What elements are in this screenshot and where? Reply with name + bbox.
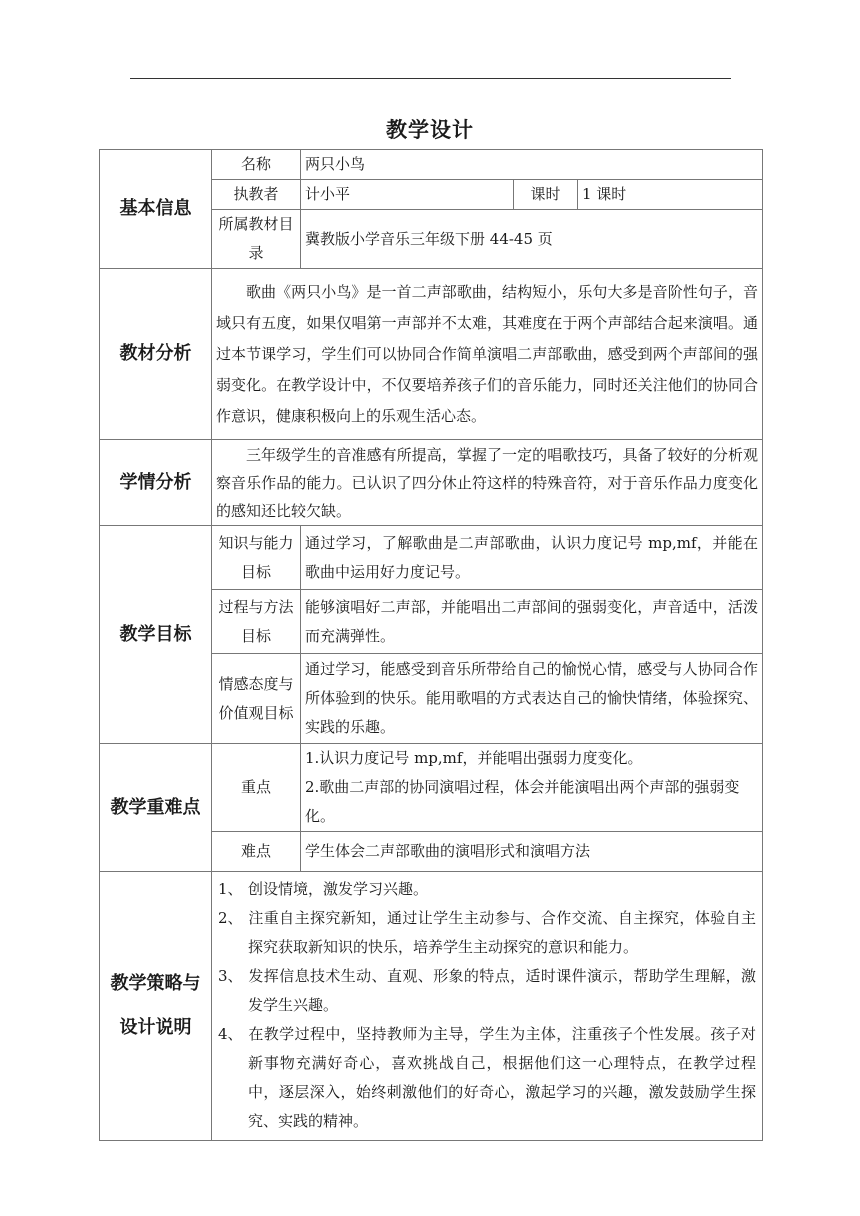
difficult-point-label: 难点 — [212, 832, 301, 872]
strategy-item — [218, 962, 756, 1020]
strategy-item — [218, 1020, 756, 1136]
strategy-item-text: 在教学过程中，坚持教师为主导，学生为主体，注重孩子个性发展。孩子对新事物充满好奇心，喜欢挑战自己，根据他们这一心理特点，在教学过程中，逐层深入，始终刺激他们的好奇心，激起学习的兴趣，激发鼓励学生探究、实践的精神。 — [248, 1025, 757, 1130]
objective-label: 情感态度与价值观目标 — [212, 654, 301, 744]
basic-info-row-name — [100, 150, 763, 180]
teacher-label: 执教者 — [212, 180, 301, 210]
strategy-cell — [212, 872, 763, 1141]
textbook-label: 所属教材目录 — [212, 210, 301, 269]
difficult-point-text: 学生体会二声部歌曲的演唱形式和演唱方法 — [301, 832, 763, 872]
period-value: 1 课时 — [578, 180, 763, 210]
strategy-item-number: 4、 — [218, 1025, 243, 1043]
material-analysis-heading: 教材分析 — [100, 269, 212, 440]
strategy-item — [218, 904, 756, 962]
student-analysis-row — [100, 440, 763, 526]
strategy-row — [100, 872, 763, 1141]
strategy-item-number: 2、 — [218, 909, 243, 927]
strategy-item-text: 创设情境，激发学习兴趣。 — [248, 880, 429, 898]
strategy-item — [218, 875, 756, 904]
textbook-value: 冀教版小学音乐三年级下册 44-45 页 — [301, 210, 763, 269]
objective-label: 知识与能力目标 — [212, 526, 301, 590]
material-analysis-text: 歌曲《两只小鸟》是一首二声部歌曲，结构短小，乐句大多是音阶性句子，音域只有五度，如果仅唱第一声部并不太难，其难度在于两个声部结合起来演唱。通过本节课学习，学生们可以协同合作简单演唱二声部歌曲，感受到两个声部间的强弱变化。在教学设计中，不仅要培养孩子们的音乐能力，同时还关注他们的协同合作意识，健康积极向上的乐观生活心态。 — [212, 269, 763, 440]
objective-label: 过程与方法目标 — [212, 590, 301, 654]
objective-row-1 — [100, 526, 763, 590]
header-rule — [130, 78, 731, 79]
key-difficult-heading: 教学重难点 — [100, 744, 212, 872]
student-analysis-heading: 学情分析 — [100, 440, 212, 526]
strategy-item-text: 发挥信息技术生动、直观、形象的特点，适时课件演示，帮助学生理解，激发学生兴趣。 — [248, 967, 757, 1014]
key-point-row — [100, 744, 763, 832]
key-point-list — [301, 744, 763, 832]
name-label: 名称 — [212, 150, 301, 180]
key-point-item: 2.歌曲二声部的协同演唱过程，体会并能演唱出两个声部的强弱变化。 — [305, 778, 740, 825]
student-analysis-text: 三年级学生的音准感有所提高，掌握了一定的唱歌技巧，具备了较好的分析观察音乐作品的能力。已认识了四分休止符这样的特殊音符，对于音乐作品力度变化的感知还比较欠缺。 — [212, 440, 763, 526]
period-label: 课时 — [514, 180, 578, 210]
basic-info-heading: 基本信息 — [100, 150, 212, 269]
document-title: 教学设计 — [386, 118, 474, 142]
lesson-design-table — [99, 149, 763, 1141]
material-analysis-row — [100, 269, 763, 440]
strategy-item-number: 1、 — [218, 880, 243, 898]
objective-text: 通过学习，了解歌曲是二声部歌曲，认识力度记号 mp,mf，并能在歌曲中运用好力度记号。 — [301, 526, 763, 590]
name-value: 两只小鸟 — [301, 150, 763, 180]
key-point-item: 1.认识力度记号 mp,mf，并能唱出强弱力度变化。 — [305, 749, 643, 767]
strategy-heading: 教学策略与 设计说明 — [100, 872, 212, 1141]
teacher-value: 计小平 — [301, 180, 514, 210]
objective-text: 能够演唱好二声部，并能唱出二声部间的强弱变化，声音适中，活泼而充满弹性。 — [301, 590, 763, 654]
objectives-heading: 教学目标 — [100, 526, 212, 744]
strategy-list — [212, 872, 762, 1140]
strategy-item-number: 3、 — [218, 967, 243, 985]
objective-text: 通过学习，能感受到音乐所带给自己的愉悦心情，感受与人协同合作所体验到的快乐。能用歌唱的方式表达自己的愉快情绪，体验探究、实践的乐趣。 — [301, 654, 763, 744]
strategy-item-text: 注重自主探究新知，通过让学生主动参与、合作交流、自主探究，体验自主探究获取新知识的快乐，培养学生主动探究的意识和能力。 — [248, 909, 757, 956]
key-point-label: 重点 — [212, 744, 301, 832]
